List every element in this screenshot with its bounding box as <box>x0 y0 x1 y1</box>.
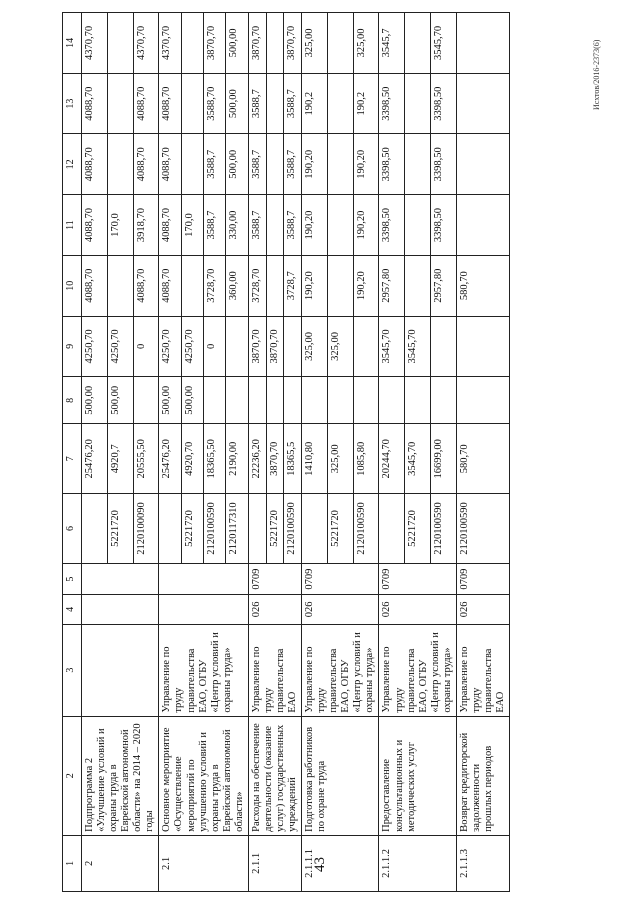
grbs-cell: 026 <box>302 595 379 624</box>
rzpr-cell: 0709 <box>248 563 301 594</box>
executor-cell: Управление по труду правительства ЕАО <box>248 624 301 716</box>
value-cell <box>405 377 431 424</box>
value-cell: 3545,70 <box>405 316 431 377</box>
value-cell: 25476,20 <box>82 424 108 494</box>
value-cell <box>456 377 509 424</box>
value-cell: 3588,7 <box>248 195 266 256</box>
header-cell: 3 <box>63 624 82 716</box>
value-cell: 3588,7 <box>204 195 226 256</box>
value-cell: 325,00 <box>302 316 328 377</box>
csr-cell: 2120117310 <box>226 494 248 564</box>
grbs-cell <box>82 595 159 624</box>
grbs-cell: 026 <box>456 595 509 624</box>
executor-cell: Управление по труду правительства ЕАО, ОГБУ «Центр условий и охраны труда» <box>159 624 248 716</box>
header-cell: 2 <box>63 716 82 835</box>
value-cell: 4920,70 <box>181 424 203 494</box>
header-cell: 12 <box>63 134 82 195</box>
value-cell: 3588,7 <box>204 134 226 195</box>
value-cell <box>327 255 353 316</box>
row-name-cell: Подпрограмма 2 «Улучшение условий и охраны труда в Еврейской автономной области» на 2014 – 2020 годы <box>82 716 159 835</box>
row-name-cell: Подготовка работников по охране труда <box>302 716 379 835</box>
value-cell: 3588,7 <box>284 195 302 256</box>
value-cell <box>327 377 353 424</box>
value-cell: 3588,7 <box>284 73 302 134</box>
value-cell: 190,20 <box>302 195 328 256</box>
value-cell <box>327 134 353 195</box>
header-cell: 6 <box>63 494 82 564</box>
value-cell: 18365,5 <box>284 424 302 494</box>
header-cell: 14 <box>63 13 82 74</box>
value-cell: 580,70 <box>456 424 509 494</box>
value-cell: 20244,70 <box>379 424 405 494</box>
value-cell <box>107 13 133 74</box>
value-cell: 190,20 <box>302 134 328 195</box>
value-cell: 2957,80 <box>431 255 457 316</box>
value-cell <box>266 13 284 74</box>
value-cell: 2190,00 <box>226 424 248 494</box>
csr-cell: 2120100590 <box>284 494 302 564</box>
grbs-cell <box>159 595 248 624</box>
value-cell <box>456 195 509 256</box>
value-cell: 4088,70 <box>82 255 108 316</box>
value-cell: 25476,20 <box>159 424 181 494</box>
value-cell <box>456 13 509 74</box>
value-cell <box>431 316 457 377</box>
value-cell <box>327 13 353 74</box>
rotated-budget-table-wrapper <box>62 12 582 892</box>
value-cell: 0 <box>133 316 159 377</box>
value-cell: 3398,50 <box>431 134 457 195</box>
value-cell: 325,00 <box>302 13 328 74</box>
value-cell: 4370,70 <box>133 13 159 74</box>
value-cell: 500,00 <box>159 377 181 424</box>
value-cell: 3398,50 <box>431 73 457 134</box>
value-cell: 4370,70 <box>159 13 181 74</box>
csr-cell: 2120100590 <box>204 494 226 564</box>
value-cell: 500,00 <box>226 73 248 134</box>
value-cell: 3870,70 <box>284 13 302 74</box>
value-cell: 190,20 <box>353 195 379 256</box>
value-cell: 580,70 <box>456 255 509 316</box>
value-cell <box>456 316 509 377</box>
rzpr-cell: 0709 <box>456 563 509 594</box>
value-cell <box>327 195 353 256</box>
page-number: 43 <box>312 857 328 872</box>
value-cell <box>379 377 405 424</box>
row-id-cell: 2 <box>82 835 159 891</box>
value-cell <box>107 134 133 195</box>
csr-cell: 2120100590 <box>456 494 509 564</box>
csr-cell <box>159 494 181 564</box>
value-cell: 3728,70 <box>204 255 226 316</box>
value-cell: 2957,80 <box>379 255 405 316</box>
rzpr-cell: 0709 <box>302 563 379 594</box>
value-cell: 190,2 <box>302 73 328 134</box>
csr-cell: 5221720 <box>181 494 203 564</box>
value-cell <box>456 73 509 134</box>
rzpr-cell <box>159 563 248 594</box>
value-cell: 3870,70 <box>248 13 266 74</box>
csr-cell: 5221720 <box>327 494 353 564</box>
value-cell: 22236,20 <box>248 424 266 494</box>
value-cell <box>353 316 379 377</box>
value-cell: 3728,70 <box>248 255 266 316</box>
value-cell: 500,00 <box>82 377 108 424</box>
row-name-cell: Предоставление консультационных и методических услуг <box>379 716 456 835</box>
value-cell: 4370,70 <box>82 13 108 74</box>
header-row <box>63 13 82 892</box>
value-cell: 3398,50 <box>431 195 457 256</box>
rzpr-cell: 0709 <box>379 563 456 594</box>
value-cell <box>266 195 284 256</box>
value-cell: 4250,70 <box>107 316 133 377</box>
value-cell <box>456 134 509 195</box>
value-cell: 325,00 <box>327 316 353 377</box>
executor-cell <box>82 624 159 716</box>
value-cell: 190,20 <box>353 255 379 316</box>
value-cell <box>266 134 284 195</box>
value-cell: 4088,70 <box>159 255 181 316</box>
value-cell: 3545,70 <box>405 424 431 494</box>
row-id-cell: 2.1.1.1 <box>302 835 379 891</box>
value-cell: 4088,70 <box>133 73 159 134</box>
value-cell: 4920,7 <box>107 424 133 494</box>
csr-cell <box>379 494 405 564</box>
header-cell: 10 <box>63 255 82 316</box>
csr-cell <box>302 494 328 564</box>
value-cell <box>405 134 431 195</box>
value-cell: 190,20 <box>353 134 379 195</box>
value-cell: 4088,70 <box>82 73 108 134</box>
value-cell: 4250,70 <box>159 316 181 377</box>
row-name-cell: Расходы на обеспечение деятельности (оказание услуг) государственных учреждений <box>248 716 301 835</box>
value-cell: 4088,70 <box>82 134 108 195</box>
value-cell <box>284 377 302 424</box>
header-cell: 8 <box>63 377 82 424</box>
value-cell: 20555,50 <box>133 424 159 494</box>
csr-cell: 2120100590 <box>353 494 379 564</box>
value-cell: 325,00 <box>327 424 353 494</box>
table-body <box>82 13 510 892</box>
value-cell: 170,0 <box>181 195 203 256</box>
value-cell <box>284 316 302 377</box>
value-cell <box>431 377 457 424</box>
value-cell <box>133 377 159 424</box>
value-cell: 4088,70 <box>159 73 181 134</box>
value-cell <box>327 73 353 134</box>
csr-cell: 2120100590 <box>431 494 457 564</box>
value-cell: 500,00 <box>226 13 248 74</box>
value-cell <box>405 195 431 256</box>
value-cell: 190,2 <box>353 73 379 134</box>
csr-cell <box>82 494 108 564</box>
row-id-cell: 2.1.1.3 <box>456 835 509 891</box>
grbs-cell: 026 <box>248 595 301 624</box>
table-row <box>302 13 328 892</box>
value-cell: 4250,70 <box>82 316 108 377</box>
value-cell <box>266 255 284 316</box>
value-cell: 3870,70 <box>248 316 266 377</box>
table-row <box>82 13 108 892</box>
value-cell: 4250,70 <box>181 316 203 377</box>
value-cell <box>181 255 203 316</box>
value-cell <box>226 316 248 377</box>
value-cell <box>181 134 203 195</box>
rzpr-cell <box>82 563 159 594</box>
value-cell: 500,00 <box>107 377 133 424</box>
value-cell: 1085,80 <box>353 424 379 494</box>
header-cell: 13 <box>63 73 82 134</box>
value-cell: 3398,50 <box>379 195 405 256</box>
value-cell: 18365,50 <box>204 424 226 494</box>
executor-cell: Управление по труду правительства ЕАО, ОГБУ «Центр условий и охраны труда» <box>379 624 456 716</box>
value-cell: 330,00 <box>226 195 248 256</box>
value-cell <box>226 377 248 424</box>
value-cell <box>181 73 203 134</box>
value-cell <box>248 377 266 424</box>
grbs-cell: 026 <box>379 595 456 624</box>
csr-cell: 5221720 <box>107 494 133 564</box>
value-cell: 3545,70 <box>431 13 457 74</box>
csr-cell: 5221720 <box>266 494 284 564</box>
value-cell: 4088,70 <box>159 195 181 256</box>
csr-cell <box>248 494 266 564</box>
row-id-cell: 2.1.1.2 <box>379 835 456 891</box>
row-name-cell: Основное мероприятие «Осуществление мероприятий по улучшению условий и охраны труда в Еврейской автономной области» <box>159 716 248 835</box>
header-cell: 7 <box>63 424 82 494</box>
table-row <box>379 13 405 892</box>
row-name-cell: Возврат кредиторской задолженности прошлых периодов <box>456 716 509 835</box>
value-cell: 4088,70 <box>82 195 108 256</box>
value-cell: 0 <box>204 316 226 377</box>
value-cell <box>405 73 431 134</box>
header-cell: 11 <box>63 195 82 256</box>
value-cell: 4088,70 <box>133 134 159 195</box>
row-id-cell: 2.1.1 <box>248 835 301 891</box>
value-cell: 1410,80 <box>302 424 328 494</box>
value-cell <box>266 73 284 134</box>
value-cell: 190,20 <box>302 255 328 316</box>
value-cell: 3588,70 <box>204 73 226 134</box>
value-cell: 3870,70 <box>266 316 284 377</box>
value-cell: 3918,70 <box>133 195 159 256</box>
value-cell <box>204 377 226 424</box>
value-cell: 500,00 <box>226 134 248 195</box>
value-cell: 3588,7 <box>248 73 266 134</box>
executor-cell: Управление по труду правительства ЕАО, ОГБУ «Центр условий и охраны труда» <box>302 624 379 716</box>
value-cell: 3728,7 <box>284 255 302 316</box>
value-cell <box>302 377 328 424</box>
footer-code: Исхтов/2016-2373(6) <box>592 39 601 110</box>
value-cell: 360,00 <box>226 255 248 316</box>
header-cell: 1 <box>63 835 82 891</box>
table-row <box>456 13 509 892</box>
csr-cell: 5221720 <box>405 494 431 564</box>
header-cell: 5 <box>63 563 82 594</box>
value-cell: 170,0 <box>107 195 133 256</box>
header-cell: 9 <box>63 316 82 377</box>
value-cell <box>181 13 203 74</box>
value-cell <box>107 255 133 316</box>
value-cell: 16699,00 <box>431 424 457 494</box>
value-cell: 3588,7 <box>248 134 266 195</box>
value-cell: 4088,70 <box>133 255 159 316</box>
value-cell: 3870,70 <box>204 13 226 74</box>
value-cell <box>405 13 431 74</box>
budget-table <box>62 12 510 892</box>
value-cell: 3870,70 <box>266 424 284 494</box>
value-cell <box>107 73 133 134</box>
table-row <box>248 13 266 892</box>
executor-cell: Управление по труду правительства ЕАО <box>456 624 509 716</box>
value-cell: 3545,7 <box>379 13 405 74</box>
value-cell: 3545,70 <box>379 316 405 377</box>
value-cell: 3588,7 <box>284 134 302 195</box>
value-cell <box>266 377 284 424</box>
value-cell: 3398,50 <box>379 73 405 134</box>
value-cell <box>405 255 431 316</box>
header-cell: 4 <box>63 595 82 624</box>
csr-cell: 2120100090 <box>133 494 159 564</box>
value-cell: 325,00 <box>353 13 379 74</box>
value-cell <box>353 377 379 424</box>
value-cell: 500,00 <box>181 377 203 424</box>
table-row <box>159 13 181 892</box>
row-id-cell: 2.1 <box>159 835 248 891</box>
value-cell: 4088,70 <box>159 134 181 195</box>
value-cell: 3398,50 <box>379 134 405 195</box>
